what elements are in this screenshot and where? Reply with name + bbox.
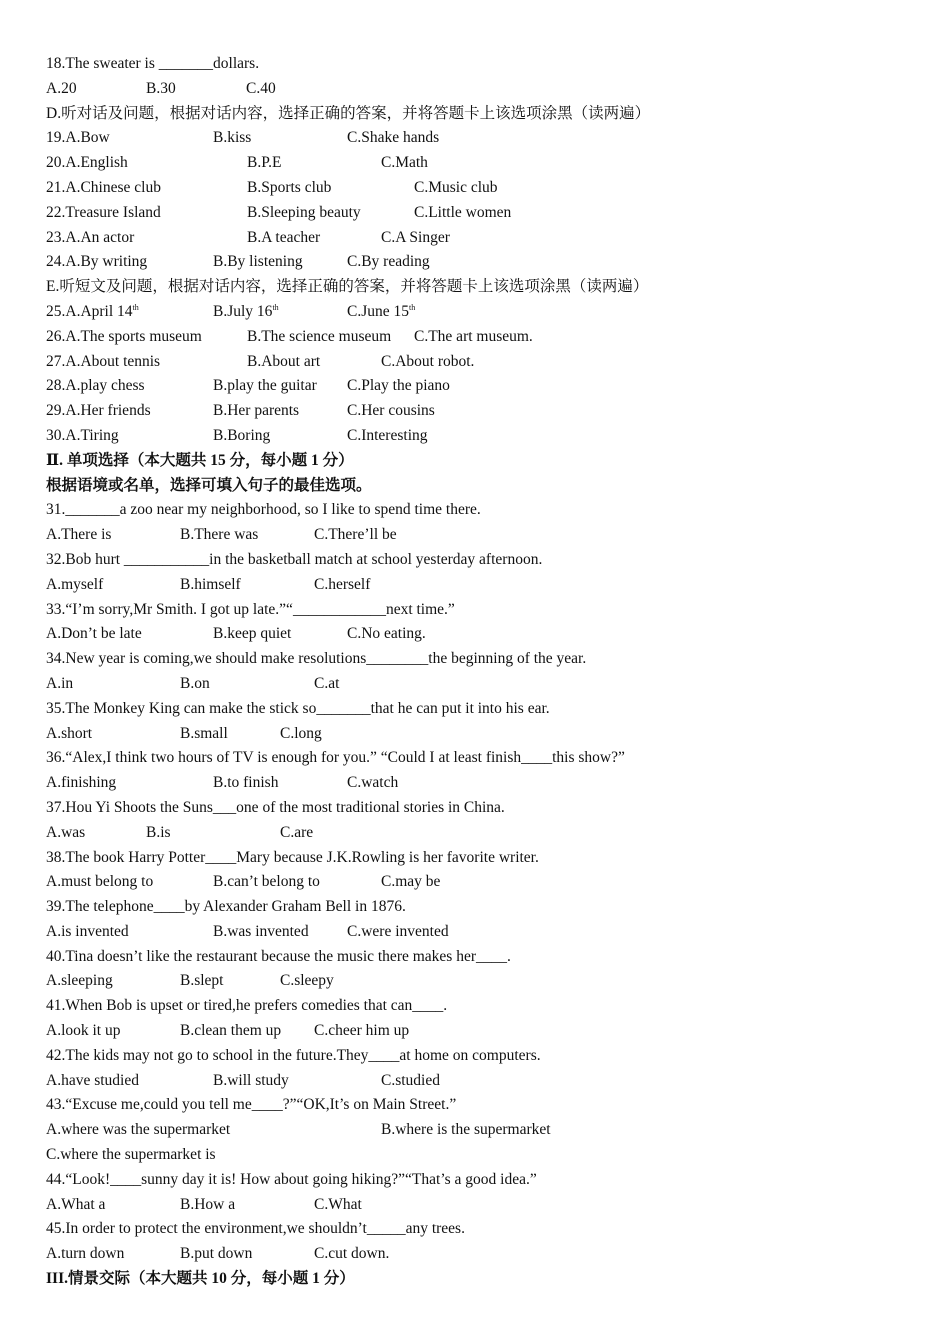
answer-option [347, 622, 426, 647]
answer-option-text: B.About art [247, 352, 321, 370]
answer-option [46, 821, 85, 846]
answer-option-text: 23.A.An actor [46, 228, 135, 246]
option-row [46, 573, 906, 598]
answer-option [347, 126, 439, 151]
option-row [46, 870, 906, 895]
answer-option-text: 27.A.About tennis [46, 352, 161, 370]
option-row [46, 350, 906, 375]
answer-option-text: B.Her parents [213, 402, 300, 420]
answer-option-text: C.may be [381, 873, 441, 891]
answer-option [347, 399, 435, 424]
answer-option [46, 722, 92, 747]
answer-option-text: B.himself [180, 575, 241, 593]
question-text: D.听对话及问题，根据对话内容，选择正确的答案，并将答题卡上该选项涂黑（读两遍） [46, 104, 651, 122]
answer-option-text: C.By reading [347, 253, 430, 271]
answer-option-text: 28.A.play chess [46, 377, 145, 395]
answer-option-text: A.sleeping [46, 972, 113, 990]
answer-option-text: 25.A.April 14 [46, 302, 133, 320]
question-text: 40.Tina doesn’t like the restaurant because the music there makes her____. [46, 947, 511, 965]
answer-option-text: A.must belong to [46, 873, 154, 891]
answer-option-text: A.is invented [46, 922, 129, 940]
answer-option-text: B.30 [146, 79, 176, 97]
answer-option-text: C.June 15 [347, 302, 409, 320]
answer-option-text: 21.A.Chinese club [46, 178, 161, 196]
question-text: 43.“Excuse me,could you tell me____?”“OK,It’s on Main Street.” [46, 1096, 457, 1114]
answer-option [314, 1242, 389, 1267]
answer-option [46, 176, 161, 201]
answer-option [46, 226, 134, 251]
option-row [46, 821, 906, 846]
answer-option-text: C.No eating. [347, 625, 426, 643]
answer-option [46, 250, 147, 275]
answer-option-text: C.There’ll be [314, 526, 397, 544]
answer-option [280, 821, 313, 846]
question-text: 44.“Look!____sunny day it is! How about going hiking?”“That’s a good idea.” [46, 1170, 537, 1188]
answer-option [213, 622, 291, 647]
answer-option-text: B.Sleeping beauty [247, 203, 361, 221]
answer-option-text: A.turn down [46, 1245, 125, 1263]
question-text: C.where the supermarket is [46, 1146, 216, 1164]
question-text: 42.The kids may not go to school in the future.They____at home on computers. [46, 1046, 541, 1064]
answer-option-text: C.40 [246, 79, 276, 97]
answer-option-text: B.There was [180, 526, 259, 544]
answer-option [46, 672, 73, 697]
answer-option [46, 350, 160, 375]
ordinal-suffix: th [272, 302, 279, 312]
answer-option-text: A.Don’t be late [46, 625, 142, 643]
answer-option [381, 1069, 440, 1094]
answer-option-text: B.Boring [213, 426, 271, 444]
option-row [46, 722, 906, 747]
option-row [46, 250, 906, 275]
answer-option-text: C.What [314, 1195, 362, 1213]
option-row [46, 325, 906, 350]
answer-option [46, 622, 142, 647]
answer-option [180, 573, 241, 598]
answer-option-text: C.Her cousins [347, 402, 435, 420]
question-text: 38.The book Harry Potter____Mary because J.K.Rowling is her favorite writer. [46, 848, 539, 866]
answer-option [46, 969, 113, 994]
option-row [46, 399, 906, 424]
option-row [46, 226, 906, 251]
answer-option-text: C.long [280, 724, 322, 742]
answer-option-text: C.Little women [414, 203, 512, 221]
option-row [46, 77, 906, 102]
answer-option-text: C.watch [347, 774, 399, 792]
answer-option [146, 821, 171, 846]
answer-option [46, 1242, 124, 1267]
answer-option [280, 969, 334, 994]
answer-option-text: B.can’t belong to [213, 873, 320, 891]
question-text: 31._______a zoo near my neighborhood, so I like to spend time there. [46, 501, 481, 519]
answer-option-text: C.sleepy [280, 972, 334, 990]
answer-option-text: C.Play the piano [347, 377, 450, 395]
question-text: 41.When Bob is upset or tired,he prefers comedies that can____. [46, 997, 448, 1015]
answer-option [46, 1118, 230, 1143]
answer-option-text: C.The art museum. [414, 327, 533, 345]
answer-option [213, 300, 279, 325]
answer-option-text: C.Math [381, 154, 428, 172]
answer-option-text: B.kiss [213, 129, 252, 147]
answer-option [46, 77, 77, 102]
answer-option-text: A.What a [46, 1195, 106, 1213]
answer-option-text: A.short [46, 724, 93, 742]
option-row [46, 1019, 906, 1044]
answer-option-text: 26.A.The sports museum [46, 327, 202, 345]
answer-option [46, 151, 128, 176]
answer-option [347, 771, 398, 796]
option-row [46, 1242, 906, 1267]
answer-option [381, 350, 474, 375]
answer-option [46, 374, 145, 399]
question-text: 32.Bob hurt ___________in the basketball match at school yesterday afternoon. [46, 550, 543, 568]
answer-option [247, 325, 391, 350]
answer-option [381, 151, 428, 176]
answer-option [46, 424, 119, 449]
answer-option [180, 722, 228, 747]
answer-option-text: C.were invented [347, 922, 449, 940]
answer-option [46, 573, 103, 598]
answer-option [280, 722, 322, 747]
answer-option-text: 19.A.Bow [46, 129, 110, 147]
section-heading: Ⅱ. 单项选择（本大题共 15 分，每小题 1 分） [46, 451, 354, 469]
answer-option [347, 250, 430, 275]
answer-option [213, 771, 278, 796]
answer-option [381, 1118, 551, 1143]
option-row [46, 201, 906, 226]
answer-option-text: B.A teacher [247, 228, 321, 246]
answer-option [213, 374, 317, 399]
answer-option-text: C.are [280, 823, 314, 841]
question-text: 37.Hou Yi Shoots the Suns___one of the most traditional stories in China. [46, 798, 505, 816]
answer-option [414, 201, 511, 226]
answer-option-text: C.Music club [414, 178, 498, 196]
answer-option-text: B.Sports club [247, 178, 332, 196]
answer-option-text: C.About robot. [381, 352, 475, 370]
answer-option-text: C.studied [381, 1071, 440, 1089]
answer-option-text: A.look it up [46, 1022, 121, 1040]
option-row [46, 151, 906, 176]
question-text: 39.The telephone____by Alexander Graham Bell in 1876. [46, 898, 406, 916]
answer-option-text: 20.A.English [46, 154, 128, 172]
exam-page [46, 52, 906, 1292]
answer-option-text: B.where is the supermarket [381, 1121, 551, 1139]
answer-option-text: B.By listening [213, 253, 303, 271]
answer-option-text: B.small [180, 724, 228, 742]
answer-option [180, 969, 224, 994]
answer-option [180, 672, 210, 697]
answer-option-text: 30.A.Tiring [46, 426, 119, 444]
section-heading: III.情景交际（本大题共 10 分，每小题 1 分） [46, 1270, 355, 1288]
answer-option [247, 151, 281, 176]
option-row [46, 523, 906, 548]
answer-option-text: C.A Singer [381, 228, 450, 246]
answer-option [347, 424, 428, 449]
option-row [46, 672, 906, 697]
question-text: 36.“Alex,I think two hours of TV is enough for you.” “Could I at least finish____this show?” [46, 749, 625, 767]
answer-option [213, 399, 299, 424]
answer-option [46, 325, 202, 350]
answer-option-text: B.The science museum [247, 327, 392, 345]
answer-option-text: A.myself [46, 575, 104, 593]
answer-option-text: C.Interesting [347, 426, 428, 444]
answer-option [247, 201, 361, 226]
question-text: 45.In order to protect the environment,we shouldn’t_____any trees. [46, 1220, 465, 1238]
answer-option-text: B.put down [180, 1245, 253, 1263]
answer-option [213, 1069, 289, 1094]
answer-option [46, 523, 111, 548]
answer-option [246, 77, 276, 102]
option-row [46, 969, 906, 994]
answer-option [381, 870, 440, 895]
answer-option [347, 300, 415, 325]
answer-option [46, 201, 161, 226]
answer-option [247, 176, 331, 201]
answer-option-text: B.play the guitar [213, 377, 317, 395]
answer-option-text: B.July 16 [213, 302, 273, 320]
answer-option [213, 126, 251, 151]
answer-option [180, 1019, 281, 1044]
answer-option [180, 523, 258, 548]
answer-option-text: B.How a [180, 1195, 236, 1213]
answer-option [46, 399, 151, 424]
question-text: 18.The sweater is _______dollars. [46, 55, 260, 72]
option-row [46, 622, 906, 647]
answer-option [180, 1193, 235, 1218]
answer-option-text: 29.A.Her friends [46, 402, 151, 420]
answer-option [314, 1193, 362, 1218]
answer-option-text: B.will study [213, 1071, 289, 1089]
answer-option [46, 300, 139, 325]
section-heading: 根据语境或名单，选择可填入句子的最佳选项。 [46, 476, 372, 494]
question-text: 35.The Monkey King can make the stick so_______that he can put it into his ear. [46, 699, 550, 717]
ordinal-suffix: th [409, 302, 416, 312]
answer-option-text: A.was [46, 823, 86, 841]
answer-option [247, 350, 320, 375]
answer-option [146, 77, 176, 102]
option-row [46, 771, 906, 796]
answer-option [247, 226, 320, 251]
answer-option [46, 126, 110, 151]
option-row [46, 1193, 906, 1218]
answer-option [381, 226, 450, 251]
answer-option-text: B.clean them up [180, 1022, 282, 1040]
answer-option [213, 424, 270, 449]
answer-option-text: B.keep quiet [213, 625, 292, 643]
option-row [46, 920, 906, 945]
answer-option-text: A.There is [46, 526, 112, 544]
answer-option-text: B.to finish [213, 774, 279, 792]
answer-option-text: 22.Treasure Island [46, 203, 161, 221]
answer-option [46, 1019, 121, 1044]
answer-option [314, 1019, 409, 1044]
answer-option [213, 920, 309, 945]
answer-option-text: A.finishing [46, 774, 117, 792]
answer-option-text: C.herself [314, 575, 371, 593]
answer-option-text: B.was invented [213, 922, 309, 940]
answer-option [414, 176, 498, 201]
option-row [46, 176, 906, 201]
option-row [46, 300, 906, 325]
answer-option-text: 24.A.By writing [46, 253, 148, 271]
answer-option-text: C.cut down. [314, 1245, 390, 1263]
answer-option-text: C.cheer him up [314, 1022, 410, 1040]
answer-option-text: C.at [314, 674, 340, 692]
answer-option-text: B.on [180, 674, 210, 692]
option-row [46, 424, 906, 449]
option-row [46, 1118, 906, 1143]
answer-option [46, 870, 153, 895]
answer-option-text: A.have studied [46, 1071, 139, 1089]
answer-option-text: B.P.E [247, 154, 282, 172]
answer-option [347, 374, 450, 399]
answer-option-text: A.in [46, 674, 74, 692]
question-text: 33.“I’m sorry,Mr Smith. I got up late.”“____________next time.” [46, 600, 455, 618]
option-row [46, 126, 906, 151]
question-text: E.听短文及问题，根据对话内容，选择正确的答案，并将答题卡上该选项涂黑（读两遍） [46, 278, 649, 296]
option-row [46, 374, 906, 399]
answer-option [347, 920, 449, 945]
answer-option-text: B.is [146, 823, 171, 841]
answer-option [46, 771, 116, 796]
option-row [46, 1069, 906, 1094]
ordinal-suffix: th [132, 302, 139, 312]
answer-option [314, 523, 397, 548]
answer-option-text: A.where was the supermarket [46, 1121, 231, 1139]
answer-option [213, 250, 303, 275]
answer-option [46, 1069, 139, 1094]
answer-option [180, 1242, 252, 1267]
answer-option [314, 672, 339, 697]
answer-option-text: C.Shake hands [347, 129, 440, 147]
answer-option [46, 1193, 105, 1218]
answer-option-text: B.slept [180, 972, 224, 990]
answer-option-text: A.20 [46, 79, 77, 97]
question-text: 34.New year is coming,we should make resolutions________the beginning of the year. [46, 650, 587, 668]
answer-option [213, 870, 320, 895]
answer-option [314, 573, 370, 598]
answer-option [46, 920, 129, 945]
answer-option [414, 325, 533, 350]
